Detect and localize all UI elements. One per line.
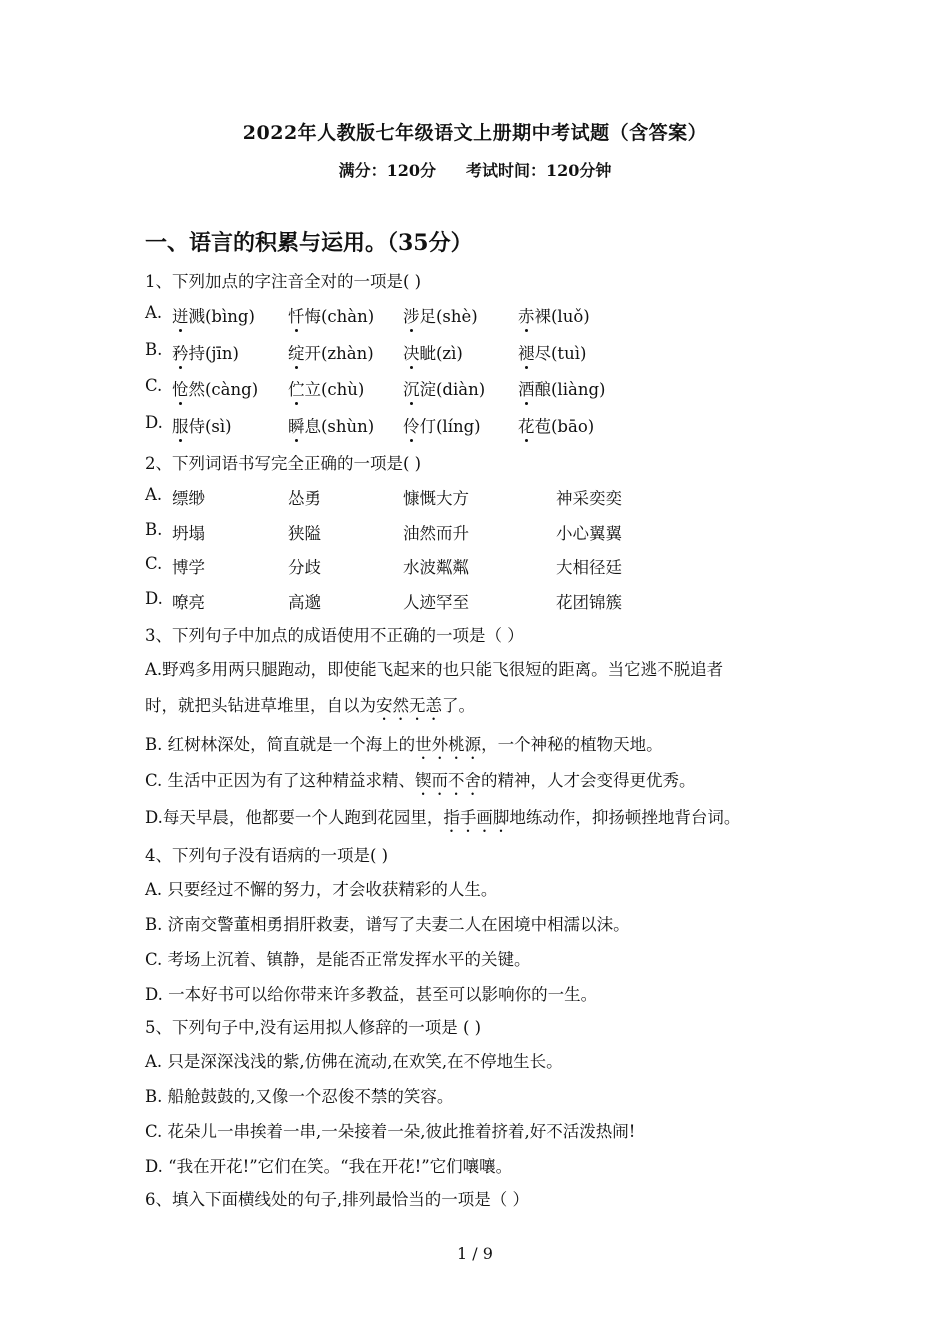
question-1-option-item: 褪尽(tuì): [518, 340, 586, 364]
full-score: 满分：120分: [338, 161, 436, 180]
question-2-option-item: 分歧: [288, 558, 321, 577]
question-1-option-label: C.: [145, 376, 163, 395]
question-2-option-item: 嘹亮: [172, 592, 205, 612]
question-1-option-item: 瞬息(shùn): [288, 413, 374, 437]
question-4-option-d: D. 一本好书可以给你带来许多教益，甚至可以影响你的一生。: [145, 985, 598, 1004]
question-2-option-item: 博学: [172, 558, 205, 577]
question-3-option-a-line2: 时，就把头钻进草堆里，自以为安然无恙了。: [145, 696, 475, 715]
question-2-option-item: 怂勇: [288, 489, 321, 508]
question-1-option-item: 花苞(bāo): [518, 413, 594, 437]
question-2-option-item: 缥缈: [172, 489, 205, 508]
question-1-option-item: 绽开(zhàn): [288, 340, 374, 364]
page-number: 1 / 9: [457, 1244, 493, 1263]
question-2-option-item: 油然而升: [403, 523, 469, 543]
question-1-option-item: 怆然(càng): [172, 376, 258, 400]
question-1-option-item: 酒酿(liàng): [518, 376, 605, 400]
page-title: 2022年人教版七年级语文上册期中考试题（含答案）: [242, 122, 708, 144]
question-5-option-d: D. “我在开花!”它们在笑。“我在开花!”它们嚷嚷。: [145, 1157, 513, 1176]
question-1-option-item: 涉足(shè): [403, 303, 478, 327]
question-4-option-a: A. 只要经过不懈的努力，才会收获精彩的人生。: [145, 880, 498, 899]
question-2-option-item: 人迹罕至: [403, 592, 469, 612]
question-3-option-b: B. 红树林深处，简直就是一个海上的世外桃源，一个神秘的植物天地。: [145, 735, 663, 754]
dotted-idiom: 世外桃源: [415, 735, 482, 754]
question-2-option-item: 花团锦簇: [556, 592, 622, 612]
question-5-option-b: B. 船舱鼓鼓的,又像一个忍俊不禁的笑容。: [145, 1087, 454, 1106]
section-heading: 一、语言的积累与运用。（35分）: [145, 230, 473, 256]
question-1-option-item: 服侍(sì): [172, 413, 232, 437]
question-1-option-item: 迸溅(bìng): [172, 303, 255, 327]
question-4-option-b: B. 济南交警董相勇捐肝救妻，谱写了夫妻二人在困境中相濡以沫。: [145, 915, 630, 934]
exam-time: 考试时间：120分钟: [466, 161, 612, 180]
question-4-option-c: C. 考场上沉着、镇静，是能否正常发挥水平的关键。: [145, 950, 531, 969]
question-1-stem: 1、下列加点的字注音全对的一项是( ): [145, 272, 422, 291]
question-1-option-item: 赤裸(luǒ): [518, 303, 590, 327]
question-2-option-item: 高邈: [288, 592, 321, 612]
question-3-stem: 3、下列句子中加点的成语使用不正确的一项是（ ）: [145, 626, 524, 645]
exam-info: [0, 158, 950, 181]
question-2-option-item: 慷慨大方: [403, 489, 469, 508]
question-1-option-item: 忏悔(chàn): [288, 303, 374, 327]
question-6-stem: 6、填入下面横线处的句子,排列最恰当的一项是（ ）: [145, 1190, 529, 1209]
question-1-option-item: 伫立(chù): [288, 376, 364, 400]
question-5-stem: 5、下列句子中,没有运用拟人修辞的一项是 ( ): [145, 1018, 482, 1037]
question-2-option-item: 狭隘: [288, 523, 321, 543]
question-1-option-item: 伶仃(líng): [403, 413, 481, 437]
question-1-option-label: A.: [145, 303, 163, 322]
question-1-option-item: 沉淀(diàn): [403, 376, 485, 400]
question-2-option-item: 水波粼粼: [403, 558, 469, 577]
question-2-option-label: C.: [145, 554, 163, 573]
question-2-option-item: 大相径廷: [556, 558, 622, 577]
question-1-option-item: 矜持(jīn): [172, 340, 239, 364]
question-1-option-label: D.: [145, 412, 163, 432]
question-2-stem: 2、下列词语书写完全正确的一项是( ): [145, 454, 422, 473]
question-2-option-label: B.: [145, 519, 163, 539]
question-3-option-a-line1: A.野鸡多用两只腿跑动，即使能飞起来的也只能飞很短的距离。当它逃不脱追者: [145, 660, 724, 679]
question-2-option-item: 小心翼翼: [556, 523, 622, 543]
question-2-option-item: 坍塌: [172, 523, 205, 543]
question-5-option-c: C. 花朵儿一串挨着一串,一朵接着一朵,彼此推着挤着,好不活泼热闹!: [145, 1122, 636, 1141]
question-3-option-d: D.每天早晨，他都要一个人跑到花园里，指手画脚地练动作，抑扬顿挫地背台词。: [145, 808, 741, 827]
question-2-option-item: 神采奕奕: [556, 489, 622, 508]
question-4-stem: 4、下列句子没有语病的一项是( ): [145, 846, 389, 865]
dotted-idiom: 锲而不舍: [415, 771, 482, 790]
question-1-option-item: 决眦(zì): [403, 340, 463, 364]
dotted-idiom: 指手画脚: [443, 808, 510, 827]
question-3-option-c: C. 生活中正因为有了这种精益求精、锲而不舍的精神，人才会变得更优秀。: [145, 771, 696, 790]
question-5-option-a: A. 只是深深浅浅的紫,仿佛在流动,在欢笑,在不停地生长。: [145, 1052, 563, 1071]
dotted-idiom: 安然无恙: [376, 696, 442, 715]
question-2-option-label: D.: [145, 588, 163, 608]
question-2-option-label: A.: [145, 485, 163, 504]
question-1-option-label: B.: [145, 339, 163, 359]
